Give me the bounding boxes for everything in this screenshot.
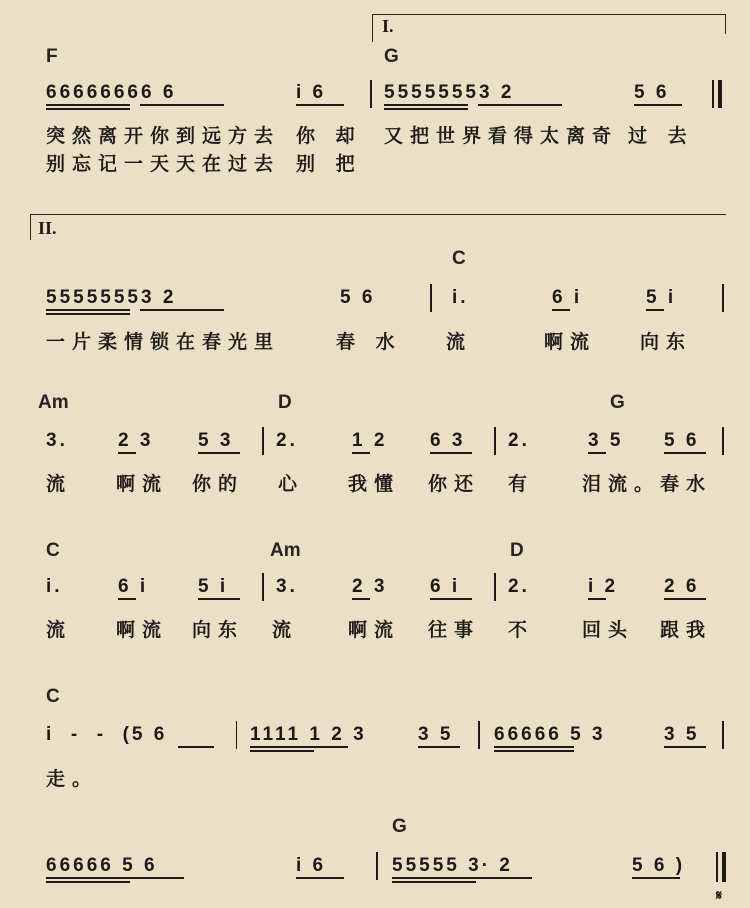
note-group: 6 i	[430, 576, 461, 597]
lyric-line: 我懂	[348, 473, 401, 495]
barline-dashed	[236, 721, 237, 749]
note-underline	[384, 104, 468, 106]
lyric-line: 流	[446, 331, 473, 353]
repeat-barline-thick	[718, 80, 722, 108]
note-underline	[494, 750, 574, 752]
note-underline	[198, 598, 240, 600]
lyric-line: 心	[278, 473, 305, 495]
note-group: 2 6	[664, 576, 700, 597]
barline	[376, 852, 378, 880]
note-underline	[664, 746, 706, 748]
barline	[262, 427, 264, 455]
final-barline	[716, 852, 718, 882]
barline	[262, 573, 264, 601]
note-underline	[140, 104, 224, 106]
note-underline	[46, 877, 130, 879]
note-underline	[392, 881, 476, 883]
note-group: 55555 3· 2	[392, 855, 513, 876]
lyric-line: 过 去	[628, 125, 694, 147]
lyric-line: 向东	[192, 619, 245, 641]
volta-1-label: I.	[382, 16, 394, 36]
note-underline	[476, 877, 532, 879]
lyric-line: 回头	[582, 619, 635, 641]
note-group: 66666666 6	[46, 82, 177, 103]
chord-label: Am	[38, 392, 69, 413]
note-underline	[430, 598, 472, 600]
lyric-line: 走。	[46, 768, 99, 790]
lyric-line: 啊流	[116, 473, 169, 495]
lyric-line: 啊流	[544, 331, 597, 353]
chord-label: Am	[270, 540, 301, 561]
note-group: 66666 5 6	[46, 855, 158, 876]
note-group: 3 5	[418, 724, 454, 745]
note-group: 2.	[508, 430, 530, 451]
lyric-line: 泪流。	[582, 473, 661, 495]
note-group: 5 i	[646, 287, 677, 308]
lyric-line: 别忘记一天天在过去	[46, 153, 281, 175]
note-group: i 2	[588, 576, 619, 597]
note-underline	[130, 877, 184, 879]
barline	[478, 721, 480, 749]
note-group: i - - (5 6	[46, 724, 168, 745]
note-underline	[46, 313, 130, 315]
note-group: i.	[452, 287, 469, 308]
lyric-line: 有	[508, 473, 535, 495]
note-underline	[46, 309, 130, 311]
note-underline	[588, 598, 606, 600]
volta-2-label: II.	[38, 218, 57, 238]
note-underline	[392, 877, 476, 879]
segno-icon: 𝄋	[716, 888, 723, 904]
note-group: 6 3	[430, 430, 466, 451]
note-group: 55555553 2	[384, 82, 515, 103]
note-group: 1111 1 2 3	[250, 724, 367, 745]
final-barline-thick	[722, 852, 726, 882]
note-underline	[46, 104, 130, 106]
note-underline	[384, 108, 468, 110]
lyric-line: 突然离开你到远方去	[46, 125, 281, 147]
volta-2-line	[30, 214, 726, 215]
note-underline	[418, 746, 460, 748]
note-group: 2.	[508, 576, 530, 597]
lyric-line: 不	[508, 619, 535, 641]
lyric-line: 一片柔情锁在春光里	[46, 331, 281, 353]
volta-1-end-tick	[725, 14, 726, 34]
note-underline	[664, 452, 706, 454]
note-group: 2 3	[118, 430, 154, 451]
note-underline	[118, 598, 136, 600]
note-group: 6 i	[552, 287, 583, 308]
volta-1-tick	[372, 14, 373, 42]
note-group: 3 5	[588, 430, 624, 451]
lyric-line: 你 却	[296, 125, 362, 147]
note-underline	[552, 309, 570, 311]
lyric-line: 你还	[428, 473, 481, 495]
barline	[370, 80, 372, 108]
note-underline	[118, 452, 136, 454]
chord-label: G	[610, 392, 625, 413]
lyric-line: 流	[272, 619, 299, 641]
note-underline	[588, 452, 606, 454]
note-underline	[250, 746, 314, 748]
note-underline	[352, 598, 370, 600]
note-group: 55555553 2	[46, 287, 177, 308]
lyric-line: 往事	[428, 619, 481, 641]
note-underline	[314, 746, 348, 748]
chord-label: D	[510, 540, 524, 561]
note-underline	[352, 452, 370, 454]
note-group: i.	[46, 576, 63, 597]
lyric-line: 流	[46, 473, 73, 495]
note-underline	[646, 309, 664, 311]
barline	[722, 284, 724, 312]
chord-label: C	[46, 540, 60, 561]
lyric-line: 你的	[192, 473, 245, 495]
lyric-line: 流	[46, 619, 73, 641]
note-group: i 6	[296, 855, 327, 876]
barline	[494, 427, 496, 455]
barline	[722, 721, 724, 749]
lyric-line: 啊流	[348, 619, 401, 641]
note-underline	[296, 877, 344, 879]
chord-label: D	[278, 392, 292, 413]
lyric-line: 别 把	[296, 153, 362, 175]
note-underline	[198, 452, 240, 454]
note-underline	[46, 881, 130, 883]
note-group: 3 5	[664, 724, 700, 745]
lyric-line: 跟我	[660, 619, 713, 641]
lyric-line: 春 水	[336, 331, 402, 353]
note-underline	[140, 309, 224, 311]
note-group: 2.	[276, 430, 298, 451]
note-underline	[178, 746, 214, 748]
lyric-line: 啊流	[116, 619, 169, 641]
chord-label: F	[46, 46, 58, 67]
chord-label: C	[452, 248, 466, 269]
note-underline	[46, 108, 130, 110]
note-underline	[632, 877, 680, 879]
note-underline	[494, 746, 574, 748]
note-group: 5 3	[198, 430, 234, 451]
note-group: 2 3	[352, 576, 388, 597]
barline	[722, 427, 724, 455]
chord-label: C	[46, 686, 60, 707]
note-underline	[478, 104, 562, 106]
note-underline	[296, 104, 344, 106]
note-group: i 6	[296, 82, 327, 103]
chord-label: G	[384, 46, 399, 67]
note-group: 5 6	[664, 430, 700, 451]
volta-1-line	[372, 14, 726, 15]
barline	[430, 284, 432, 312]
volta-2-tick	[30, 214, 31, 240]
note-underline	[430, 452, 472, 454]
lyric-line: 向东	[640, 331, 693, 353]
note-group: 5 6	[634, 82, 670, 103]
note-group: 5 6 )	[632, 855, 686, 876]
note-group: 5 i	[198, 576, 229, 597]
note-group: 3.	[46, 430, 68, 451]
note-group: 3.	[276, 576, 298, 597]
note-underline	[250, 750, 314, 752]
note-underline	[664, 598, 706, 600]
note-group: 6 i	[118, 576, 149, 597]
lyric-line: 春水	[660, 473, 713, 495]
barline	[494, 573, 496, 601]
note-underline	[634, 104, 682, 106]
note-group: 1 2	[352, 430, 388, 451]
note-group: 5 6	[340, 287, 376, 308]
repeat-barline	[712, 80, 714, 108]
lyric-line: 又把世界看得太离奇	[384, 125, 619, 147]
chord-label: G	[392, 816, 407, 837]
note-group: 66666 5 3	[494, 724, 606, 745]
